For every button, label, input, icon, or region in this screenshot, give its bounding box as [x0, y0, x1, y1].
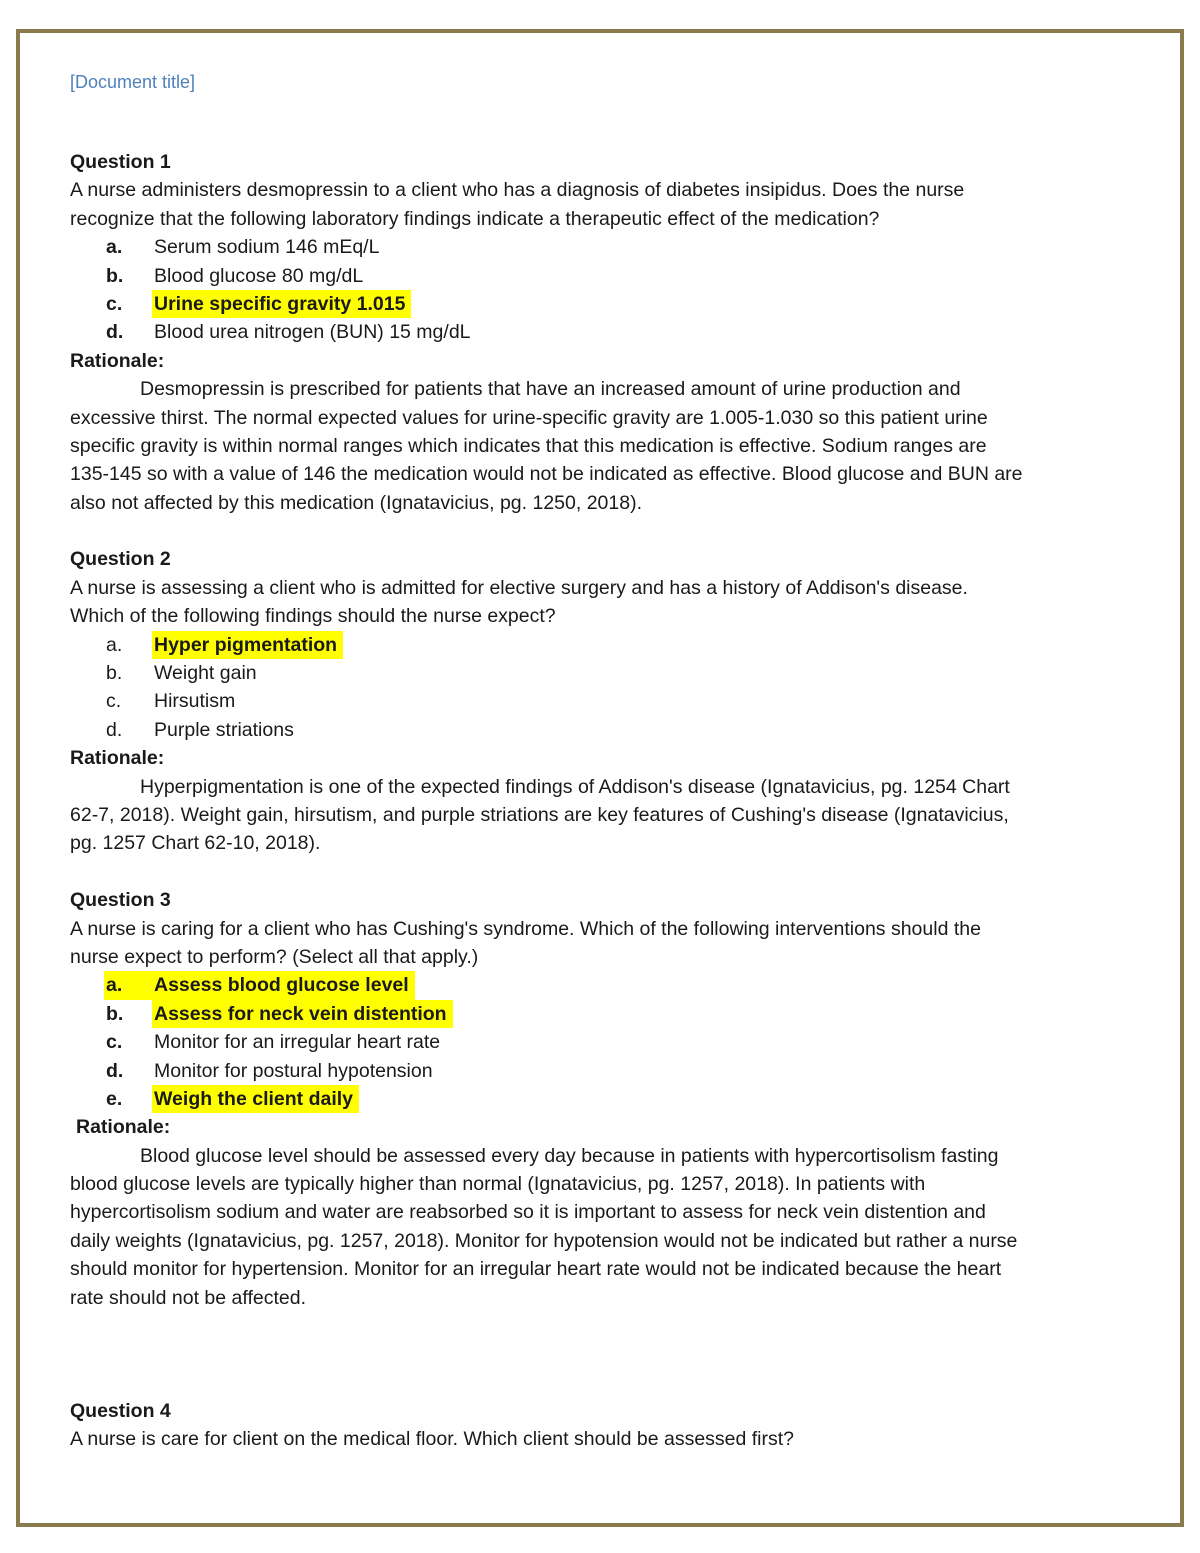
- question-2-heading: Question 2: [70, 548, 171, 571]
- q3-option-d: [70, 1057, 1130, 1085]
- q2-option-c: [70, 687, 1130, 715]
- option-text: Weight gain: [154, 662, 257, 685]
- question-1-stem-line: A nurse administers desmopressin to a client who has a diagnosis of diabetes insipidus. Does the nurse: [70, 179, 965, 202]
- rationale-label: Rationale:: [70, 747, 165, 770]
- q3-option-c: [70, 1028, 1130, 1056]
- rationale-line: 62-7, 2018). Weight gain, hirsutism, and purple striations are key features of Cushing's disease (Ignatavicius,: [70, 803, 1009, 826]
- rationale-line: pg. 1257 Chart 62-10, 2018).: [70, 832, 321, 855]
- spacer: [70, 517, 1130, 545]
- option-text: Blood glucose 80 mg/dL: [154, 264, 364, 287]
- spacer: [70, 858, 1130, 886]
- q2-option-d: [70, 716, 1130, 744]
- q1-option-b: [70, 262, 1130, 290]
- rationale-line: Desmopressin is prescribed for patients that have an increased amount of urine production and: [140, 378, 961, 401]
- q3-option-a: [70, 971, 1130, 999]
- highlighted-answer: Hyper pigmentation: [152, 631, 343, 659]
- option-letter: d.: [106, 1059, 124, 1082]
- rationale-line: hypercortisolism sodium and water are reabsorbed so it is important to assess for neck vein distention and: [70, 1201, 986, 1224]
- question-1-stem-line: recognize that the following laboratory findings indicate a therapeutic effect of the medication?: [70, 207, 880, 230]
- rationale-line: excessive thirst. The normal expected values for urine-specific gravity are 1.005-1.030 so this patient urine: [70, 406, 988, 429]
- q2-option-b: [70, 659, 1130, 687]
- rationale-line: should monitor for hypertension. Monitor for an irregular heart rate would not be indicated because the heart: [70, 1258, 1002, 1281]
- option-letter: d.: [106, 718, 123, 741]
- option-text: Assess blood glucose level: [154, 974, 409, 997]
- question-1-heading: Question 1: [70, 151, 171, 173]
- question-3-heading: Question 3: [70, 889, 171, 912]
- highlighted-answer: Weigh the client daily: [152, 1085, 359, 1113]
- option-letter: a.: [106, 633, 123, 656]
- q1-option-d: [70, 318, 1130, 346]
- rationale-label: Rationale:: [76, 1116, 171, 1139]
- question-4-heading: Question 4: [70, 1400, 171, 1423]
- option-text: Hirsutism: [154, 690, 236, 713]
- q2-option-a: [70, 631, 1130, 659]
- option-letter: b.: [106, 662, 123, 685]
- q3-option-e: [70, 1085, 1130, 1113]
- rationale-line: 135-145 so with a value of 146 the medication would not be indicated as effective. Blood glucose and BUN are: [70, 463, 1023, 486]
- option-text: Monitor for postural hypotension: [154, 1059, 433, 1082]
- q3-option-b: [70, 1000, 1130, 1028]
- rationale-line: Blood glucose level should be assessed every day because in patients with hypercortisolism fasting: [140, 1144, 999, 1167]
- option-text: Blood urea nitrogen (BUN) 15 mg/dL: [154, 321, 471, 344]
- option-letter: b.: [106, 1002, 124, 1025]
- option-text: Purple striations: [154, 718, 294, 741]
- option-letter: e.: [106, 1087, 123, 1110]
- option-letter: b.: [106, 264, 124, 287]
- option-letter: d.: [106, 321, 124, 344]
- highlighted-answer: Urine specific gravity 1.015: [152, 290, 411, 318]
- rationale-label: Rationale:: [70, 349, 165, 372]
- option-text: Serum sodium 146 mEq/L: [154, 236, 380, 259]
- option-text: Monitor for an irregular heart rate: [154, 1031, 441, 1054]
- q1-option-a: [70, 233, 1130, 261]
- rationale-line: specific gravity is within normal ranges which indicates that this medication is effective. Sodium ranges are: [70, 434, 987, 457]
- highlighted-answer: [104, 971, 415, 999]
- question-3-stem-line: A nurse is caring for a client who has Cushing's syndrome. Which of the following interventions should the: [70, 917, 981, 940]
- rationale-line: also not affected by this medication (Ignatavicius, pg. 1250, 2018).: [70, 491, 642, 514]
- document-body: [70, 148, 1130, 1454]
- question-2-stem-line: Which of the following findings should the nurse expect?: [70, 605, 556, 628]
- rationale-line: daily weights (Ignatavicius, pg. 1257, 2018). Monitor for hypotension would not be indicated but rather a nurse: [70, 1229, 1018, 1252]
- rationale-line: Hyperpigmentation is one of the expected findings of Addison's disease (Ignatavicius, pg. 1254 Chart: [140, 775, 1010, 798]
- option-letter: c.: [106, 1031, 123, 1054]
- document-title[interactable]: [Document title]: [70, 72, 196, 92]
- option-letter: a.: [106, 236, 123, 259]
- question-4-stem-line: A nurse is care for client on the medical floor. Which client should be assessed first?: [70, 1428, 795, 1451]
- rationale-line: blood glucose levels are typically higher than normal (Ignatavicius, pg. 1257, 2018). In patients with: [70, 1173, 926, 1196]
- spacer: [70, 1312, 1130, 1397]
- question-2-stem-line: A nurse is assessing a client who is admitted for elective surgery and has a history of Addison's disease.: [70, 576, 968, 599]
- option-letter: c.: [106, 690, 122, 713]
- question-3-stem-line: nurse expect to perform? (Select all that apply.): [70, 945, 479, 968]
- highlighted-answer: Assess for neck vein distention: [152, 1000, 453, 1028]
- option-letter: a.: [106, 974, 123, 997]
- rationale-line: rate should not be affected.: [70, 1286, 306, 1309]
- option-letter: c.: [106, 292, 123, 315]
- q1-option-c: [70, 290, 1130, 318]
